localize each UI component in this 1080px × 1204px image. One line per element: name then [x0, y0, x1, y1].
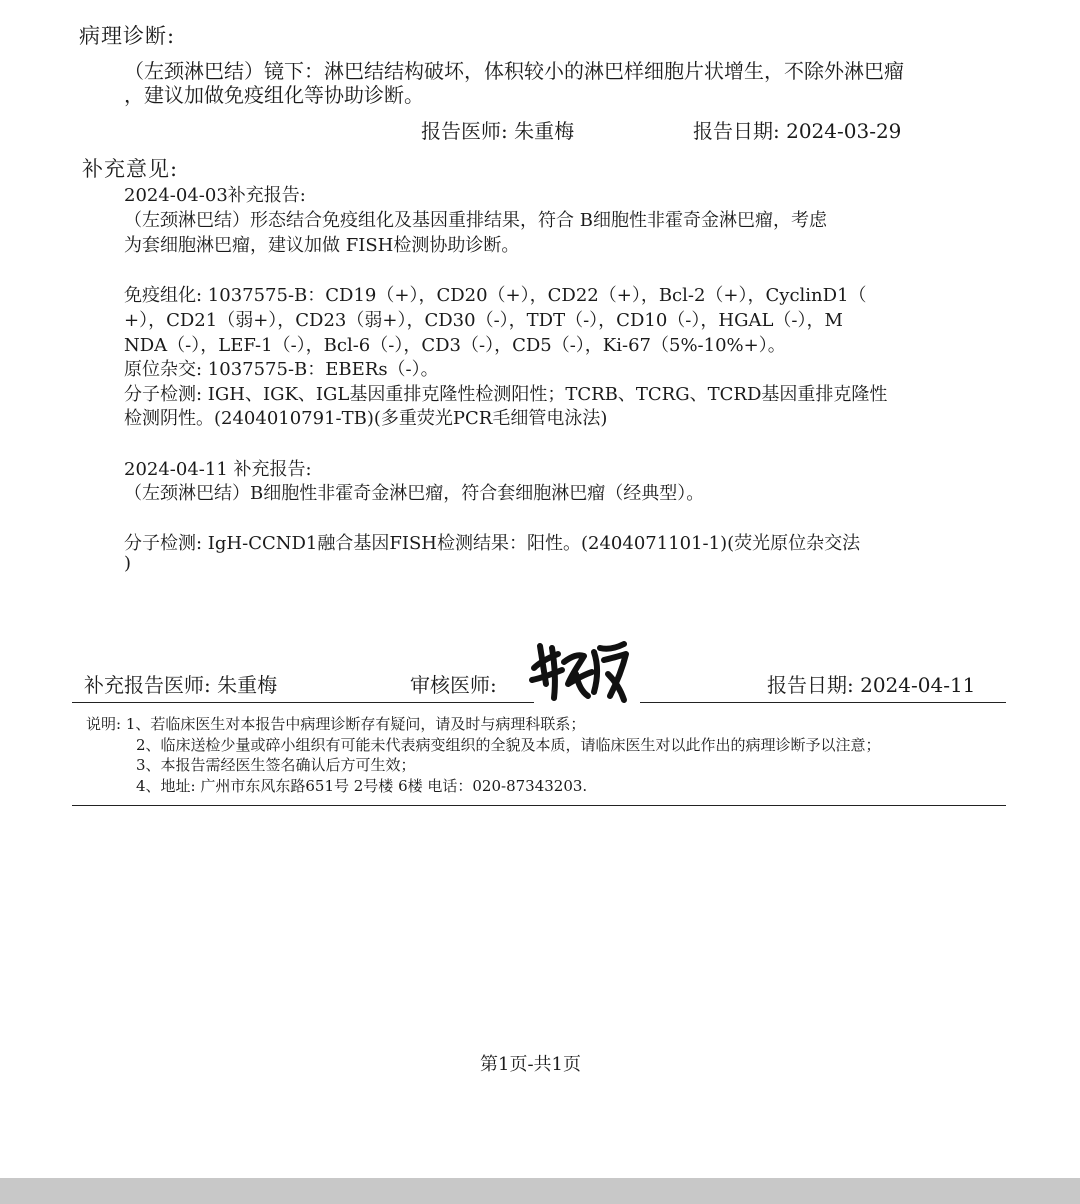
ish-line: 原位杂交: 1037575-B：EBERs（-）。 — [124, 359, 439, 380]
handwritten-signature — [528, 640, 632, 706]
note-1: 说明: 1、若临床医生对本报告中病理诊断存有疑问，请及时与病理科联系； — [86, 715, 586, 733]
report2-title: 2024-04-11 补充报告: — [124, 459, 312, 480]
ihc-line1: 免疫组化: 1037575-B：CD19（+），CD20（+），CD22（+），Bcl-2（+），CyclinD1（ — [124, 285, 867, 306]
diagnosis-text-line2: ，建议加做免疫组化等协助诊断。 — [124, 83, 424, 107]
ihc-line2: +），CD21（弱+），CD23（弱+），CD30（-），TDT（-），CD10（-），HGAL（-），M — [124, 310, 843, 331]
diagnosis-date: 报告日期: 2024-03-29 — [693, 119, 902, 143]
report1-line2: 为套细胞淋巴瘤，建议加做 FISH检测协助诊断。 — [124, 235, 520, 256]
supplement-doctor: 补充报告医师: 朱重梅 — [84, 673, 278, 697]
molecular2-line2: ) — [124, 553, 132, 574]
diagnosis-doctor: 报告医师: 朱重梅 — [421, 119, 575, 143]
report1-title: 2024-04-03补充报告: — [124, 185, 306, 206]
page-number: 第1页-共1页 — [480, 1054, 581, 1075]
reviewer-label: 审核医师: — [410, 673, 497, 697]
diagnosis-text-line1: （左颈淋巴结）镜下：淋巴结结构破坏，体积较小的淋巴样细胞片状增生，不除外淋巴瘤 — [124, 59, 904, 83]
molecular-line2: 检测阴性。(2404010791-TB)(多重荧光PCR毛细管电泳法) — [124, 408, 608, 429]
report2-line1: （左颈淋巴结）B细胞性非霍奇金淋巴瘤，符合套细胞淋巴瘤（经典型）。 — [124, 483, 705, 504]
note-2: 2、临床送检少量或碎小组织有可能未代表病变组织的全貌及本质，请临床医生对以此作出的病理诊断予以注意； — [136, 736, 881, 754]
signature-rule-right — [640, 702, 1006, 703]
notes-rule — [72, 805, 1006, 806]
note-4: 4、地址: 广州市东风东路651号 2号楼 6楼 电话：020-87343203. — [136, 777, 588, 795]
bottom-bar — [0, 1178, 1080, 1204]
signature-rule-left — [72, 702, 534, 703]
ihc-line3: NDA（-），LEF-1（-），Bcl-6（-），CD3（-），CD5（-），Ki-67（5%-10%+）。 — [124, 335, 786, 356]
report1-line1: （左颈淋巴结）形态结合免疫组化及基因重排结果，符合 B细胞性非霍奇金淋巴瘤，考虑 — [124, 210, 827, 231]
diagnosis-heading: 病理诊断: — [79, 24, 176, 48]
signature-report-date: 报告日期: 2024-04-11 — [767, 673, 976, 697]
supplement-heading: 补充意见: — [82, 157, 179, 181]
molecular-line1: 分子检测: IGH、IGK、IGL基因重排克隆性检测阳性；TCRB、TCRG、TCRD基因重排克隆性 — [124, 384, 888, 405]
note-3: 3、本报告需经医生签名确认后方可生效； — [136, 756, 416, 774]
molecular2-line1: 分子检测: IgH-CCND1融合基因FISH检测结果：阳性。(2404071101-1)(荧光原位杂交法 — [124, 533, 861, 554]
